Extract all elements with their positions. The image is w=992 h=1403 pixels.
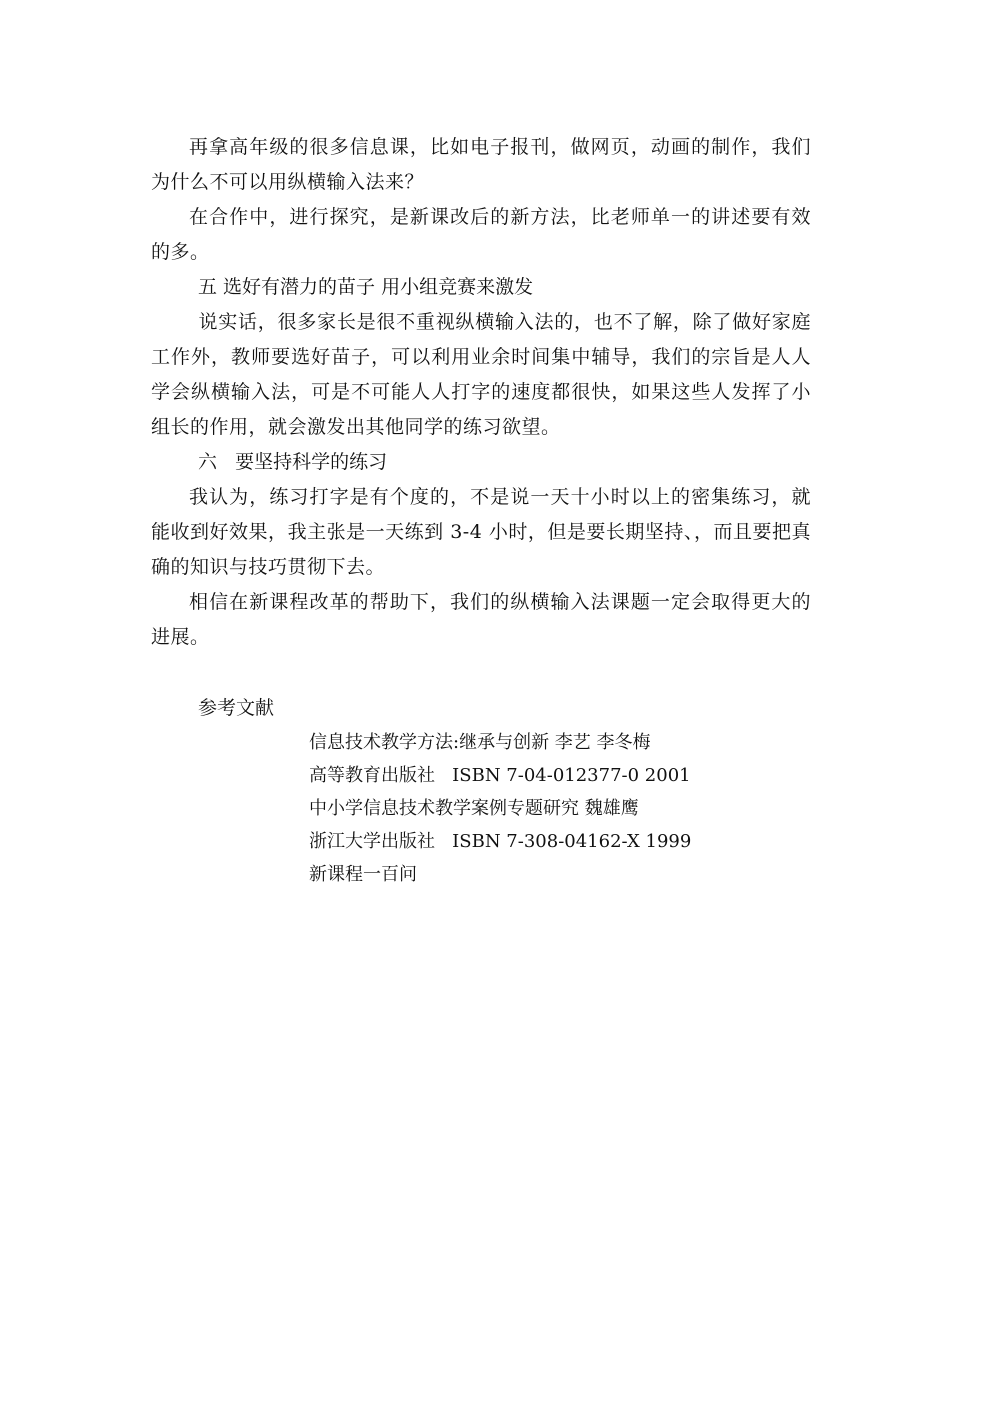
- paragraph-cooperation: 在合作中，进行探究，是新课改后的新方法，比老师单一的讲述要有效的多。: [151, 206, 811, 263]
- paragraph-section-5: 说实话，很多家长是很不重视纵横输入法的，也不了解，除了做好家庭工作外，教师要选好苗子，可以利用业余时间集中辅导，我们的宗旨是人人学会纵横输入法，可是不可能人人打字的速度都很快，如果这些人发挥了小组长的作用，就会激发出其他同学的练习欲望。: [151, 311, 811, 438]
- section-heading-5: 五 选好有潜力的苗子 用小组竞赛来激发: [198, 276, 534, 298]
- paragraph-info-courses: 再拿高年级的很多信息课，比如电子报刊，做网页，动画的制作，我们为什么不可以用纵横输入法来？: [151, 136, 811, 193]
- document-body: [151, 130, 811, 891]
- reference-item: 新课程一百问: [309, 864, 417, 885]
- reference-item: 浙江大学出版社 ISBN 7-308-04162-X 1999: [309, 831, 692, 852]
- reference-item: 高等教育出版社 ISBN 7-04-012377-0 2001: [309, 765, 691, 786]
- references-list: [151, 726, 811, 891]
- reference-item: 信息技术教学方法:继承与创新 李艺 李冬梅: [309, 732, 651, 753]
- paragraph-section-6-practice: 我认为，练习打字是有个度的，不是说一天十小时以上的密集练习，就能收到好效果，我主张是一天练到 3-4 小时，但是要长期坚持、，而且要把真确的知识与技巧贯彻下去。: [151, 486, 811, 578]
- paragraph-section-6-conclusion: 相信在新课程改革的帮助下，我们的纵横输入法课题一定会取得更大的进展。: [151, 591, 811, 648]
- section-heading-6: 六 要坚持科学的练习: [198, 451, 388, 473]
- references-title: 参考文献: [198, 697, 275, 719]
- reference-item: 中小学信息技术教学案例专题研究 魏雄鹰: [309, 798, 639, 819]
